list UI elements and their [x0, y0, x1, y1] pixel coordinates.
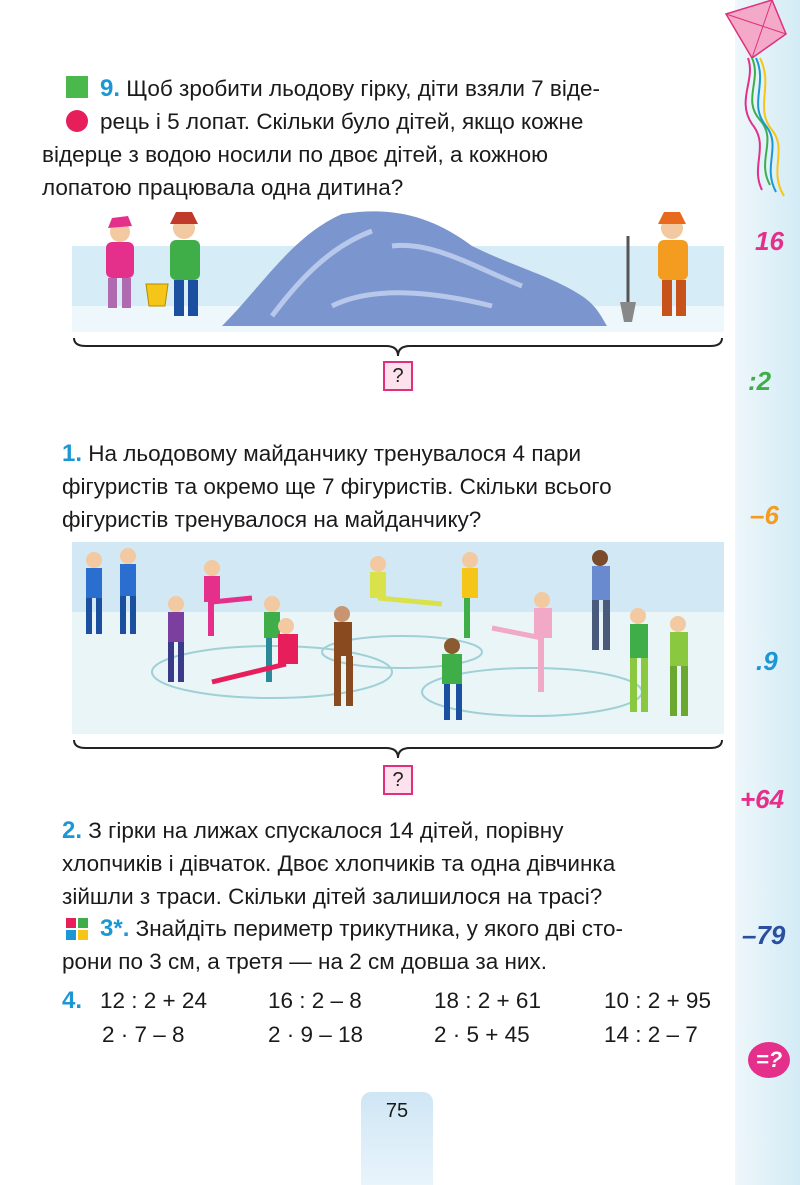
task-4 [62, 986, 730, 1056]
expression: 12 : 2 + 24 [100, 988, 207, 1013]
expression: 16 : 2 – 8 [268, 988, 362, 1013]
expression: 2 · 7 – 8 [102, 1022, 185, 1047]
task-2: 2. З гірки на лижах спускалося 14 дітей, порівну хлопчиків і дівчаток. Двоє хлопчиків та одна дівчинка зійшли з траси. Скільки дітей залишилося на трасі? [62, 817, 616, 909]
sidebar-number-plus64: +64 [740, 784, 785, 814]
sidebar-number-minus6: –6 [750, 500, 779, 530]
expression: 14 : 2 – 7 [604, 1022, 698, 1047]
expression: 2 · 5 + 45 [434, 1022, 530, 1047]
brace-icon [72, 738, 724, 762]
expression: 2 · 9 – 18 [268, 1022, 364, 1047]
question-box: ? [383, 361, 413, 391]
sidebar-number-minus79: –79 [742, 920, 786, 950]
expression: 18 : 2 + 61 [434, 988, 541, 1013]
task-number: 2. [62, 817, 83, 844]
task-number: 9. [100, 75, 121, 102]
equals-question-badge: =? [748, 1042, 790, 1078]
sidebar-number-dot9: .9 [756, 646, 778, 676]
page-number: 75 [361, 1092, 433, 1185]
task-3: 3*. Знайдіть периметр трикутника, у якого дві сто- рони по 3 см, а третя — на 2 см довша за них. [62, 915, 624, 974]
skating-rink-illustration [72, 542, 724, 734]
bucket [146, 284, 168, 306]
expression: 10 : 2 + 95 [604, 988, 711, 1013]
task-number: 1. [62, 440, 83, 467]
sidebar-number-div2: :2 [748, 366, 772, 396]
question-box: ? [383, 765, 413, 795]
sidebar-number-16: 16 [755, 226, 784, 256]
brace-icon [72, 336, 724, 360]
task-number: 3*. [100, 915, 130, 942]
task-9: 9. Щоб зробити льодову гірку, діти взяли 7 віде- рець і 5 лопат. Скільки було дітей, якщо кожне відерце з водою носили по двоє дітей, а кожною лопатою працювала одна дитина? [42, 75, 600, 200]
task-1: 1. На льодовому майданчику тренувалося 4 пари фігуристів та окремо ще 7 фігуристів. Скільки всього фігуристів тренувалося на майданчику? [62, 440, 612, 532]
ice-hill-illustration [72, 206, 724, 332]
task-number: 4. [62, 987, 83, 1014]
